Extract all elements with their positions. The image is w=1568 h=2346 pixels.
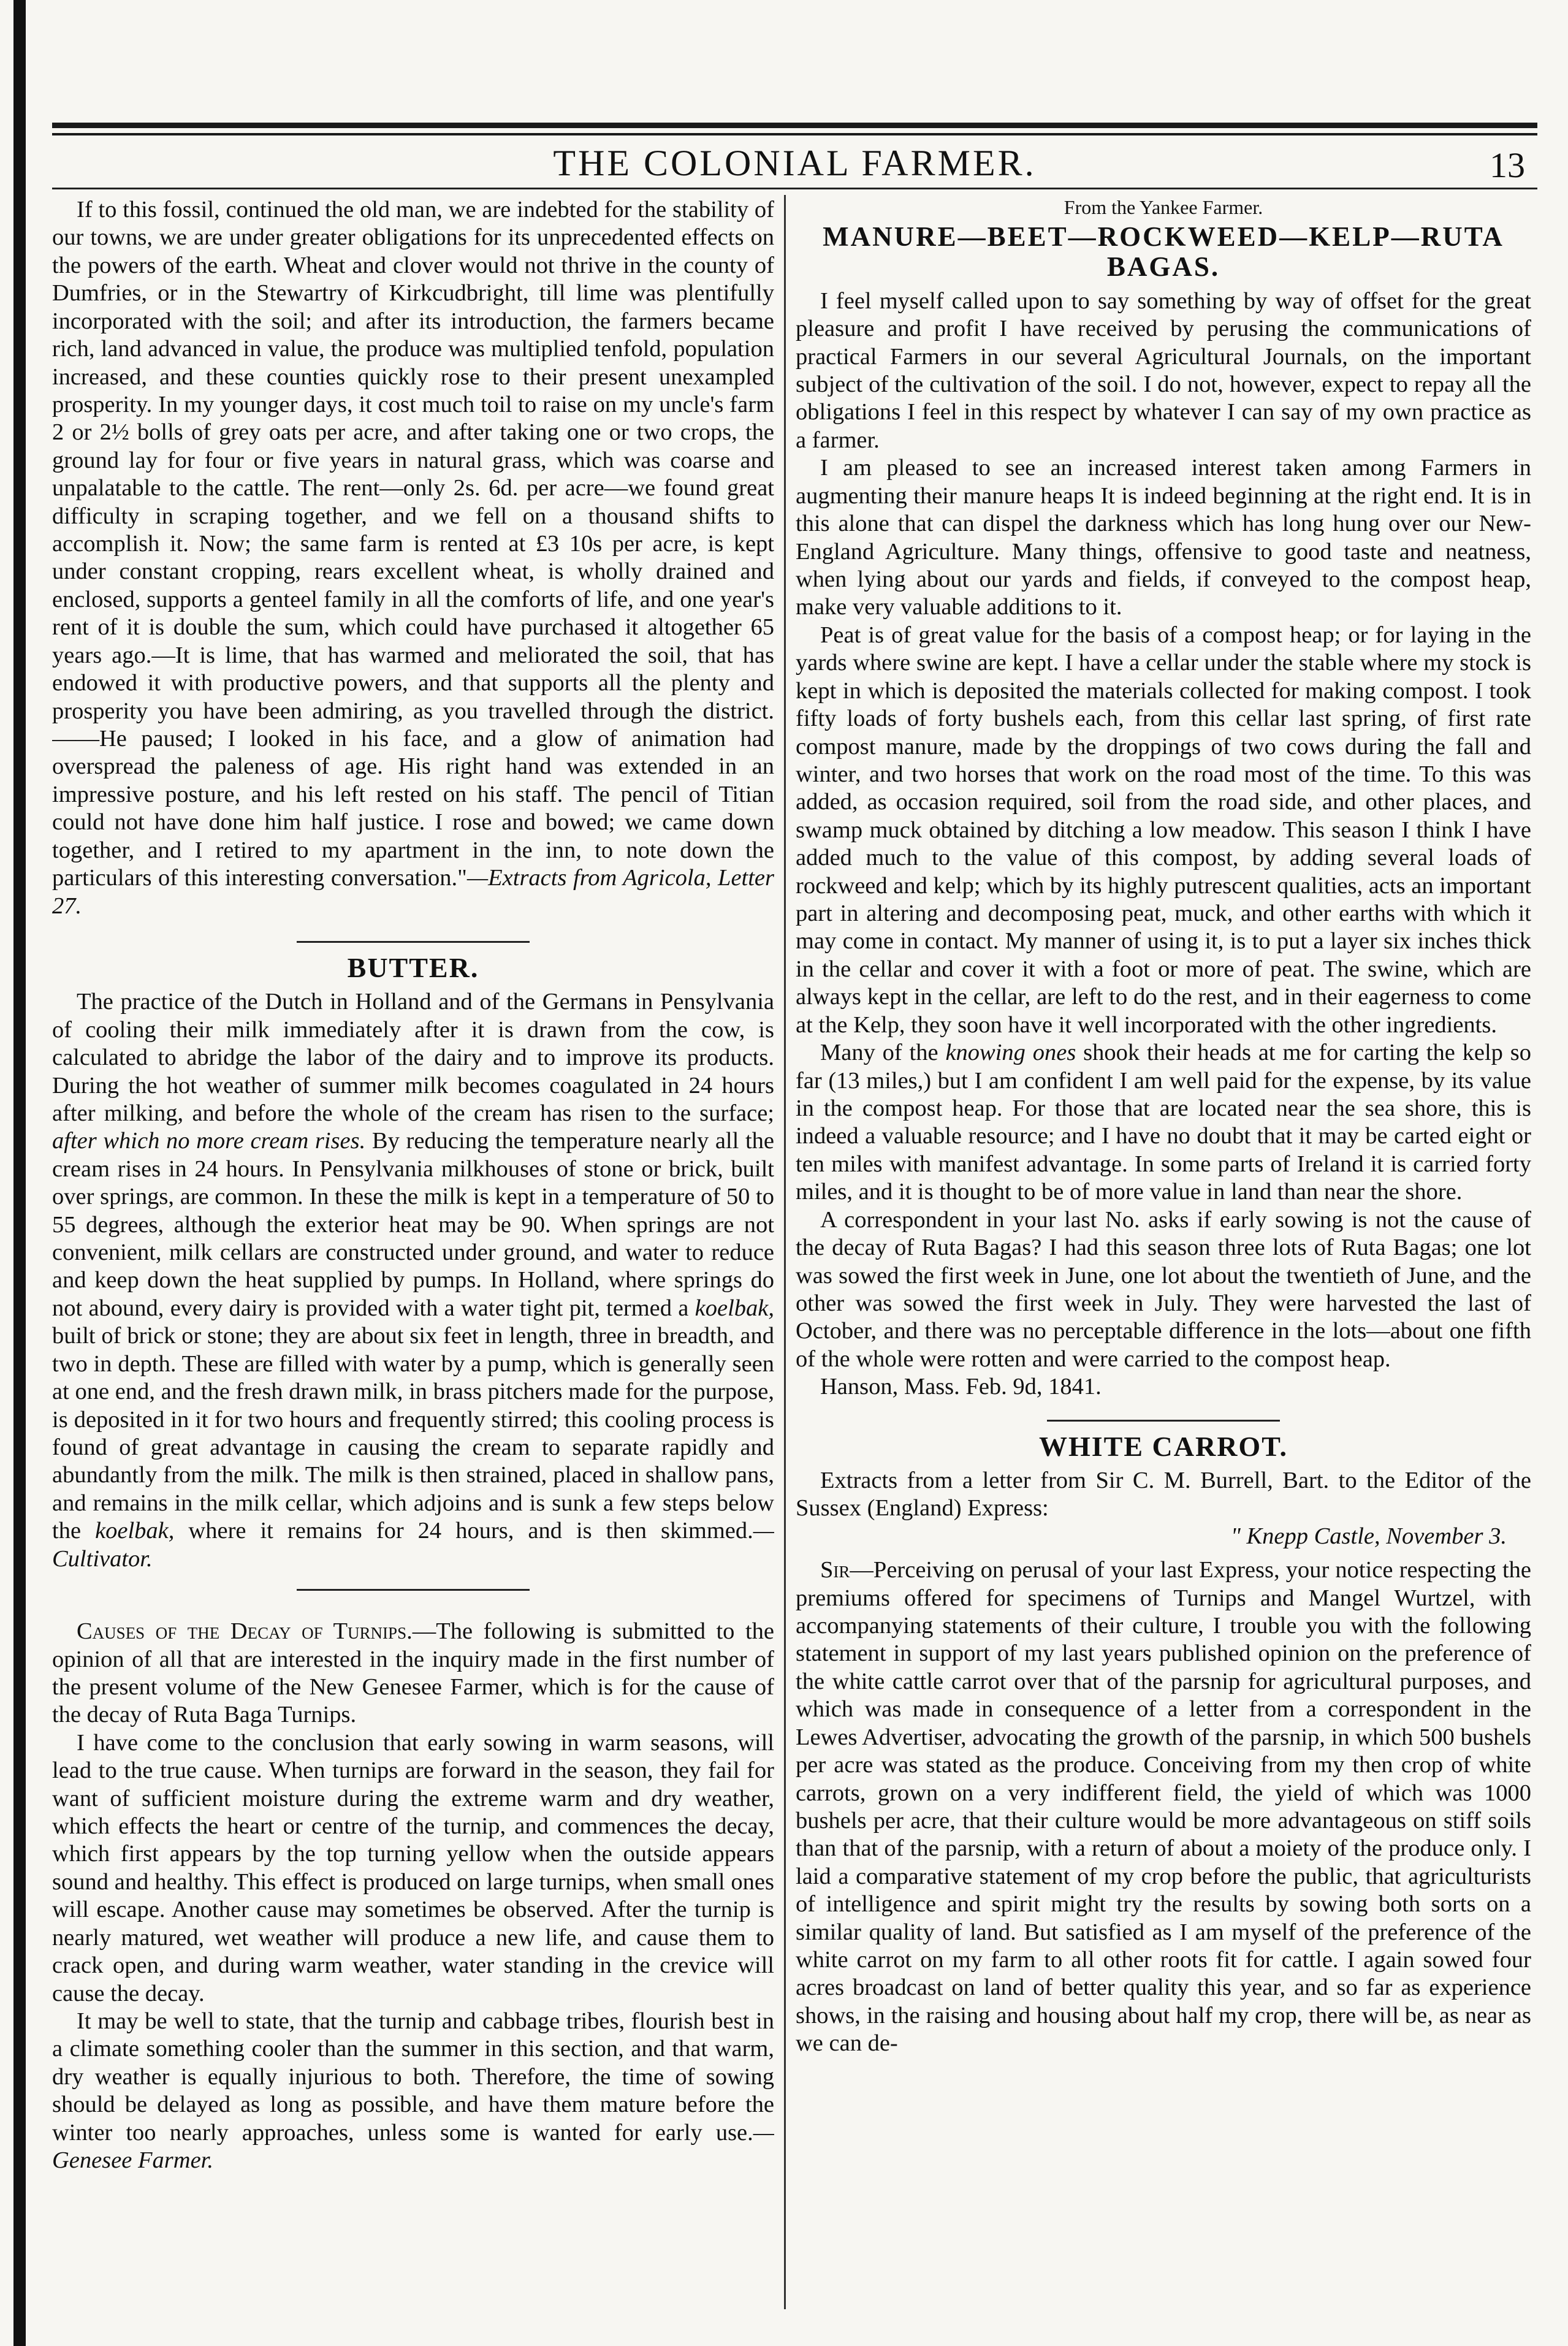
manure-p4-italic: knowing ones (945, 1040, 1076, 1066)
butter-heading: BUTTER. (347, 951, 479, 983)
turnips-source: —Genesee Farmer. (52, 2119, 774, 2174)
carrot-dateline: " Knepp Castle, November 3. (1230, 1523, 1507, 1549)
agricola-source: —Extracts from Agricola, Letter 27. (52, 865, 774, 919)
manure-p4-b: shook their heads at me for carting the kelp so far (13 miles,) but I am confident I am well paid for the expense, by its value in the compost heap. For those that are located near the sea shore, this is indeed a valuable resource; and I have no doubt that it may be carted eight or ten miles with manifest advantage. In some parts of Ireland it is carried forty miles, and it is thought to be of more value in land than near the shore. (796, 1040, 1531, 1205)
manure-paragraph-2: I am pleased to see an increased interest taken among Farmers in augmenting their manure heaps It is indeed beginning at the right end. It is in this alone that can dispel the darkness which has long hung over our New-England Agriculture. Many things, offensive to good taste and neatness, when lying about our yards and fields, if conveyed to the compost heap, make very valuable additions to it. (796, 455, 1531, 620)
turnips-part-3: It may be well to state, that the turnip and cabbage tribes, flourish best in a climate something cooler than the summer in this section, and that warm, dry weather is equally injurious to both. Therefore, the time of sowing should be delayed as long as possible, and have them mature before the winter too nearly approaches, unless some is wanted for early use. (52, 2008, 774, 2146)
column-divider (784, 195, 786, 2309)
butter-italic-1: after which no more cream rises. (52, 1128, 366, 1154)
turnips-title: Causes of the Decay of Turnips. (77, 1618, 413, 1645)
manure-signature: Hanson, Mass. Feb. 9d, 1841. (820, 1374, 1102, 1400)
butter-part-1: The practice of the Dutch in Holland and of the Germans in Pensylvania of cooling their milk immediately after it is drawn from the cow, is calculated to abridge the labor of the dairy and to improve its products. During the hot weather of summer milk becomes coagulated in 24 hours after milking, and before the whole of the cream has risen to the surface; (52, 989, 774, 1126)
carrot-heading: WHITE CARROT. (1039, 1430, 1288, 1462)
agricola-text (52, 196, 774, 920)
carrot-body: —Perceiving on perusal of your last Express, your notice respecting the premiums offered for specimens of Turnips and Mangel Wurtzel, with accompanying statements of their culture, I trouble you with the following statement in support of my last years published opinion on the preference of the white cattle carrot over that of the parsnip for agricultural purposes, and which was made in consequence of a letter from a correspondent in the Lewes Advertiser, advocating the growth of the parsnip, in which 500 bushels per acre was stated as the produce. Conceiving from my then crop of white carrots, grown on a very indifferent field, the yield of which was 1000 bushels per acre, that their culture would be more advantageous on stiff soils than that of the parsnip, with a return of about a moiety of the produce only. I laid a comparative statement of my crop before the public, that agriculturists of intelligence and spirit might try the results by sowing both sorts on a similar quality of land. But satisfied as I am myself of the preference of the white carrot on my farm to all other roots fit for cattle. I again sowed four acres broadcast on land of better quality this year, and so far as experience shows, in the raising and housing about half my crop, there will be, as near as we can de- (796, 1557, 1531, 2057)
manure-paragraph-3: Peat is of great value for the basis of a compost heap; or for laying in the yards where swine are kept. I have a cellar under the stable where my stock is kept in which is deposited the materials collected for making compost. I took fifty loads of forty bushels each, from this cellar last spring, of first rate compost manure, made by the droppings of two cows during the fall and winter, and two horses that work on the road most of the time. To this was added, as occasion required, soil from the road side, and other places, and swamp muck obtained by ditching a low meadow. This season I think I have added much to the value of this compost, by adding several loads of rockweed and kelp; which by its highly putrescent qualities, acts an important part in altering and decomposing peat, muck, and other earths with which it may come in contact. My manner of using it, is to put a layer six inches thick in the cellar and cover it with a foot or more of peat. The swine, which are always kept in the cellar, are left to do the rest, and in their eagerness to come at the Kelp, they soon have it well incorporated with the other ingredients. (796, 622, 1531, 1038)
manure-p4-a: Many of the (820, 1040, 938, 1066)
header-rule-thick (52, 123, 1537, 128)
butter-part-3: built of brick or stone; they are about six feet in length, three in breadth, and two in depth. These are filled with water by a pump, which is generally seen at one end, and the fresh drawn milk, in brass pitchers made for the purpose, is deposited in it for two hours and frequently stirred; this cooling process is found of great advantage in causing the cream to separate rapidly and abundantly from the milk. The milk is then strained, placed in shallow pans, and remains in the milk cellar, which adjoins and is sunk a few steps below the (52, 1323, 774, 1544)
page-title: THE COLONIAL FARMER. (553, 142, 1037, 183)
header-rule-thin (52, 133, 1537, 135)
manure-paragraph-1: I feel myself called upon to say something by way of offset for the great pleasure and profit I have received by perusing the communications of practical Farmers in our several Agricultural Journals, on the important subject of the cultivation of the soil. I do not, however, expect to repay all the obligations I feel in this respect by whatever I can say of my own practice as a farmer. (796, 288, 1531, 453)
turnips-text (52, 1618, 774, 1729)
butter-part-2: By reducing the temperature nearly all the cream rises in 24 hours. In Pensylvania milkhouses of stone or brick, built over springs, are common. In these the milk is kept in a temperature of 50 to 55 degrees, although the exterior heat may be 90. When springs are not convenient, milk cellars are constructed under ground, and water to reduce and keep down the heat supplied by pumps. In Holland, where springs do not abound, every dairy is provided with a water tight pit, termed a (52, 1128, 774, 1321)
butter-italic-2: koelbak, (695, 1295, 774, 1321)
manure-heading: MANURE—BEET—ROCKWEED—KELP—RUTA BAGAS. (823, 221, 1504, 283)
page-header (52, 139, 1537, 189)
carrot-salutation: Sir (820, 1557, 850, 1583)
right-column (796, 196, 1531, 2309)
carrot-text (796, 1556, 1531, 2058)
turnips-part-1: —The following is submitted to the opinion of all that are interested in the inquiry made in the first number of the present volume of the New Genesee Farmer, which is for the cause of the decay of Ruta Baga Turnips. (52, 1618, 774, 1728)
manure-paragraph-5: A correspondent in your last No. asks if early sowing is not the cause of the decay of Ruta Bagas? I had this season three lots of Ruta Bagas; one lot was sowed the first week in June, one lot about the twentieth of June, and the other was sowed the first week in July. They were harvested the last of October, and there was no perceptable difference in the lots—about one fifth of the whole were rotten and were carried to the compost heap. (796, 1206, 1531, 1372)
butter-source: —Cultivator. (52, 1518, 774, 1572)
page-number: 13 (1490, 145, 1525, 185)
page-edge-shadow (13, 0, 26, 2346)
turnips-paragraph-2: I have come to the conclusion that early sowing in warm seasons, will lead to the true cause. When turnips are forward in the season, they fail for want of sufficient moisture during the extreme warm and dry weather, which effects the heart or centre of the turnip, and commences the decay, which first appears by the top turning yellow when the outside appears sound and healthy. This effect is produced on large turnips, when small ones will escape. Another cause may sometimes be observed. After the turnip is nearly matured, wet weather will produce a new life, and cause them to crack open, and during warm weather, water standing in the crevice will cause the decay. (52, 1729, 774, 2006)
agricola-body: If to this fossil, continued the old man, we are indebted for the stability of our towns, we are under greater obligations for its unprecedented effects on the powers of the earth. Wheat and clover would not thrive in the county of Dumfries, or in the Stewartry of Kirkcudbright, till lime was plentifully incorporated with the soil; and after its introduction, the farmers became rich, land advanced in value, the produce was multiplied tenfold, population increased, and these counties quickly rose to their present unexampled prosperity. In my younger days, it cost much toil to raise on my uncle's farm 2 or 2½ bolls of grey oats per acre, and after taking one or two crops, the ground lay for four or five years in natural grass, which was coarse and unpalatable to the cattle. The rent—only 2s. 6d. per acre—we found great difficulty in scraping together, and we fell on a thousand shifts to accomplish it. Now; the same farm is rented at £3 10s per acre, is kept under constant cropping, rears excellent wheat, is wholly drained and enclosed, supports a genteel family in all the comforts of life, and one year's rent of it is double the sum, which could have purchased it altogether 65 years ago.—It is lime, that has warmed and meliorated the soil, that has endowed it with productive powers, and that supports all the plenty and prosperity you have been admiring, as you travelled through the district.——He paused; I looked in his face, and a glow of animation had overspread the paleness of age. His right hand was extended in an impressive posture, and his left rested on his staff. The pencil of Titian could not have done him half justice. I rose and bowed; we came down together, and I retired to my apartment in the inn, to note down the particulars of this interesting conversation." (52, 197, 774, 891)
header-rules (52, 123, 1537, 135)
carrot-intro: Extracts from a letter from Sir C. M. Burrell, Bart. to the Editor of the Sussex (England) Express: (796, 1467, 1531, 1521)
butter-part-4: where it remains for 24 hours, and is then skimmed. (188, 1518, 753, 1544)
manure-paragraph-4 (796, 1039, 1531, 1206)
butter-text (52, 988, 774, 1573)
butter-italic-3: koelbak, (95, 1518, 175, 1544)
manure-source-line: From the Yankee Farmer. (1064, 196, 1263, 218)
turnips-paragraph-3 (52, 2008, 774, 2175)
left-column (52, 196, 774, 2309)
